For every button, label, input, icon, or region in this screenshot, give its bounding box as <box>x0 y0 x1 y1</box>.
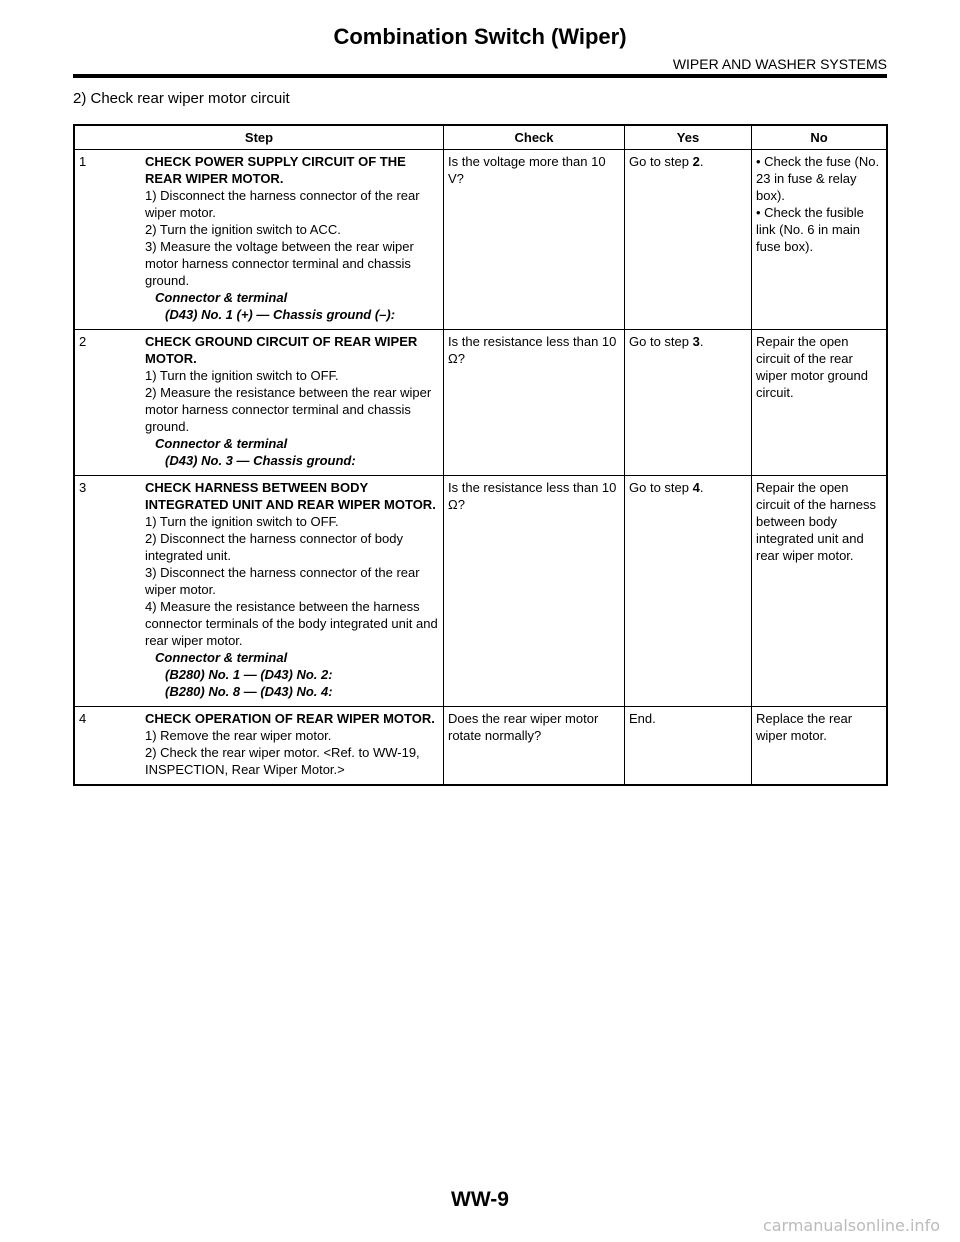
yes-action: End. <box>629 711 656 726</box>
yes-suffix: . <box>699 334 704 349</box>
yes-cell <box>625 476 752 707</box>
step-cell <box>74 330 444 476</box>
connector-label: Connector & terminal <box>155 436 288 451</box>
section-title: WIPER AND WASHER SYSTEMS <box>672 56 887 72</box>
yes-action: Go to step <box>629 334 693 349</box>
step-instruction: 1) Disconnect the harness connector of the rear wiper motor. <box>145 188 420 220</box>
check-question: Is the resistance less than 10 Ω? <box>448 480 617 512</box>
no-action: Repair the open circuit of the rear wiper motor ground circuit. <box>756 334 868 400</box>
step-number: 1 <box>79 154 87 169</box>
table-row <box>74 150 887 330</box>
step-cell <box>74 150 444 330</box>
table-header-row <box>74 125 887 150</box>
step-instruction: 2) Turn the ignition switch to ACC. <box>145 222 341 237</box>
no-action: Repair the open circuit of the harness between body integrated unit and rear wiper motor. <box>756 480 876 563</box>
table-row <box>74 476 887 707</box>
connector-terminal: (D43) No. 3 — Chassis ground: <box>165 453 356 468</box>
step-number: 2 <box>79 334 87 349</box>
step-instruction: 1) Turn the ignition switch to OFF. <box>145 368 339 383</box>
step-title: CHECK GROUND CIRCUIT OF REAR WIPER MOTOR. <box>145 334 418 366</box>
watermark: carmanualsonline.info <box>762 1216 940 1235</box>
table-row <box>74 707 887 786</box>
step-instruction: 2) Measure the resistance between the rear wiper motor harness connector terminal and chassis ground. <box>145 385 432 434</box>
connector-label: Connector & terminal <box>155 290 288 305</box>
step-instruction: 2) Check the rear wiper motor. <Ref. to WW-19, INSPECTION, Rear Wiper Motor.> <box>145 745 420 777</box>
no-action: • Check the fusible link (No. 6 in main fuse box). <box>756 205 864 254</box>
no-action: • Check the fuse (No. 23 in fuse & relay box). <box>756 154 880 203</box>
header-rule <box>73 74 887 78</box>
yes-cell <box>625 330 752 476</box>
step-title: CHECK POWER SUPPLY CIRCUIT OF THE REAR WIPER MOTOR. <box>145 154 406 186</box>
step-number: 3 <box>79 480 87 495</box>
no-cell <box>752 150 888 330</box>
connector-terminal: (B280) No. 8 — (D43) No. 4: <box>165 684 333 699</box>
step-cell <box>74 707 444 786</box>
check-question: Is the resistance less than 10 Ω? <box>448 334 617 366</box>
step-instruction: 4) Measure the resistance between the harness connector terminals of the body integrated unit and rear wiper motor. <box>145 599 438 648</box>
column-header-check: Check <box>444 125 625 150</box>
check-cell <box>444 707 625 786</box>
page-title: Combination Switch (Wiper) <box>333 24 627 49</box>
check-question: Does the rear wiper motor rotate normally? <box>448 711 599 743</box>
step-cell <box>74 476 444 707</box>
step-instruction: 2) Disconnect the harness connector of body integrated unit. <box>145 531 403 563</box>
yes-cell <box>625 707 752 786</box>
no-cell <box>752 330 888 476</box>
check-question: Is the voltage more than 10 V? <box>448 154 606 186</box>
yes-cell <box>625 150 752 330</box>
diagnostic-table <box>73 124 888 786</box>
no-cell <box>752 476 888 707</box>
check-cell <box>444 330 625 476</box>
step-instruction: 1) Remove the rear wiper motor. <box>145 728 332 743</box>
page-number: WW-9 <box>451 1188 509 1211</box>
step-instruction: 3) Disconnect the harness connector of the rear wiper motor. <box>145 565 420 597</box>
yes-action: Go to step <box>629 154 693 169</box>
check-cell <box>444 150 625 330</box>
no-cell <box>752 707 888 786</box>
connector-terminal: (D43) No. 1 (+) — Chassis ground (–): <box>165 307 396 322</box>
step-instruction: 3) Measure the voltage between the rear wiper motor harness connector terminal and chassis ground. <box>145 239 414 288</box>
table-row <box>74 330 887 476</box>
step-number: 4 <box>79 711 87 726</box>
column-header-no: No <box>752 125 888 150</box>
connector-label: Connector & terminal <box>155 650 288 665</box>
yes-action: Go to step <box>629 480 693 495</box>
table-body <box>74 150 887 786</box>
yes-step-ref: 4 <box>692 480 700 495</box>
column-header-step: Step <box>74 125 444 150</box>
connector-terminal: (B280) No. 1 — (D43) No. 2: <box>165 667 333 682</box>
step-instruction: 1) Turn the ignition switch to OFF. <box>145 514 339 529</box>
yes-suffix: . <box>699 154 704 169</box>
yes-suffix: . <box>699 480 704 495</box>
step-title: CHECK OPERATION OF REAR WIPER MOTOR. <box>145 711 435 726</box>
check-cell <box>444 476 625 707</box>
step-title: CHECK HARNESS BETWEEN BODY INTEGRATED UNIT AND REAR WIPER MOTOR. <box>145 480 436 512</box>
yes-step-ref: 3 <box>692 334 700 349</box>
yes-step-ref: 2 <box>692 154 700 169</box>
subheading: 2) Check rear wiper motor circuit <box>73 90 290 107</box>
column-header-yes: Yes <box>625 125 752 150</box>
no-action: Replace the rear wiper motor. <box>756 711 853 743</box>
